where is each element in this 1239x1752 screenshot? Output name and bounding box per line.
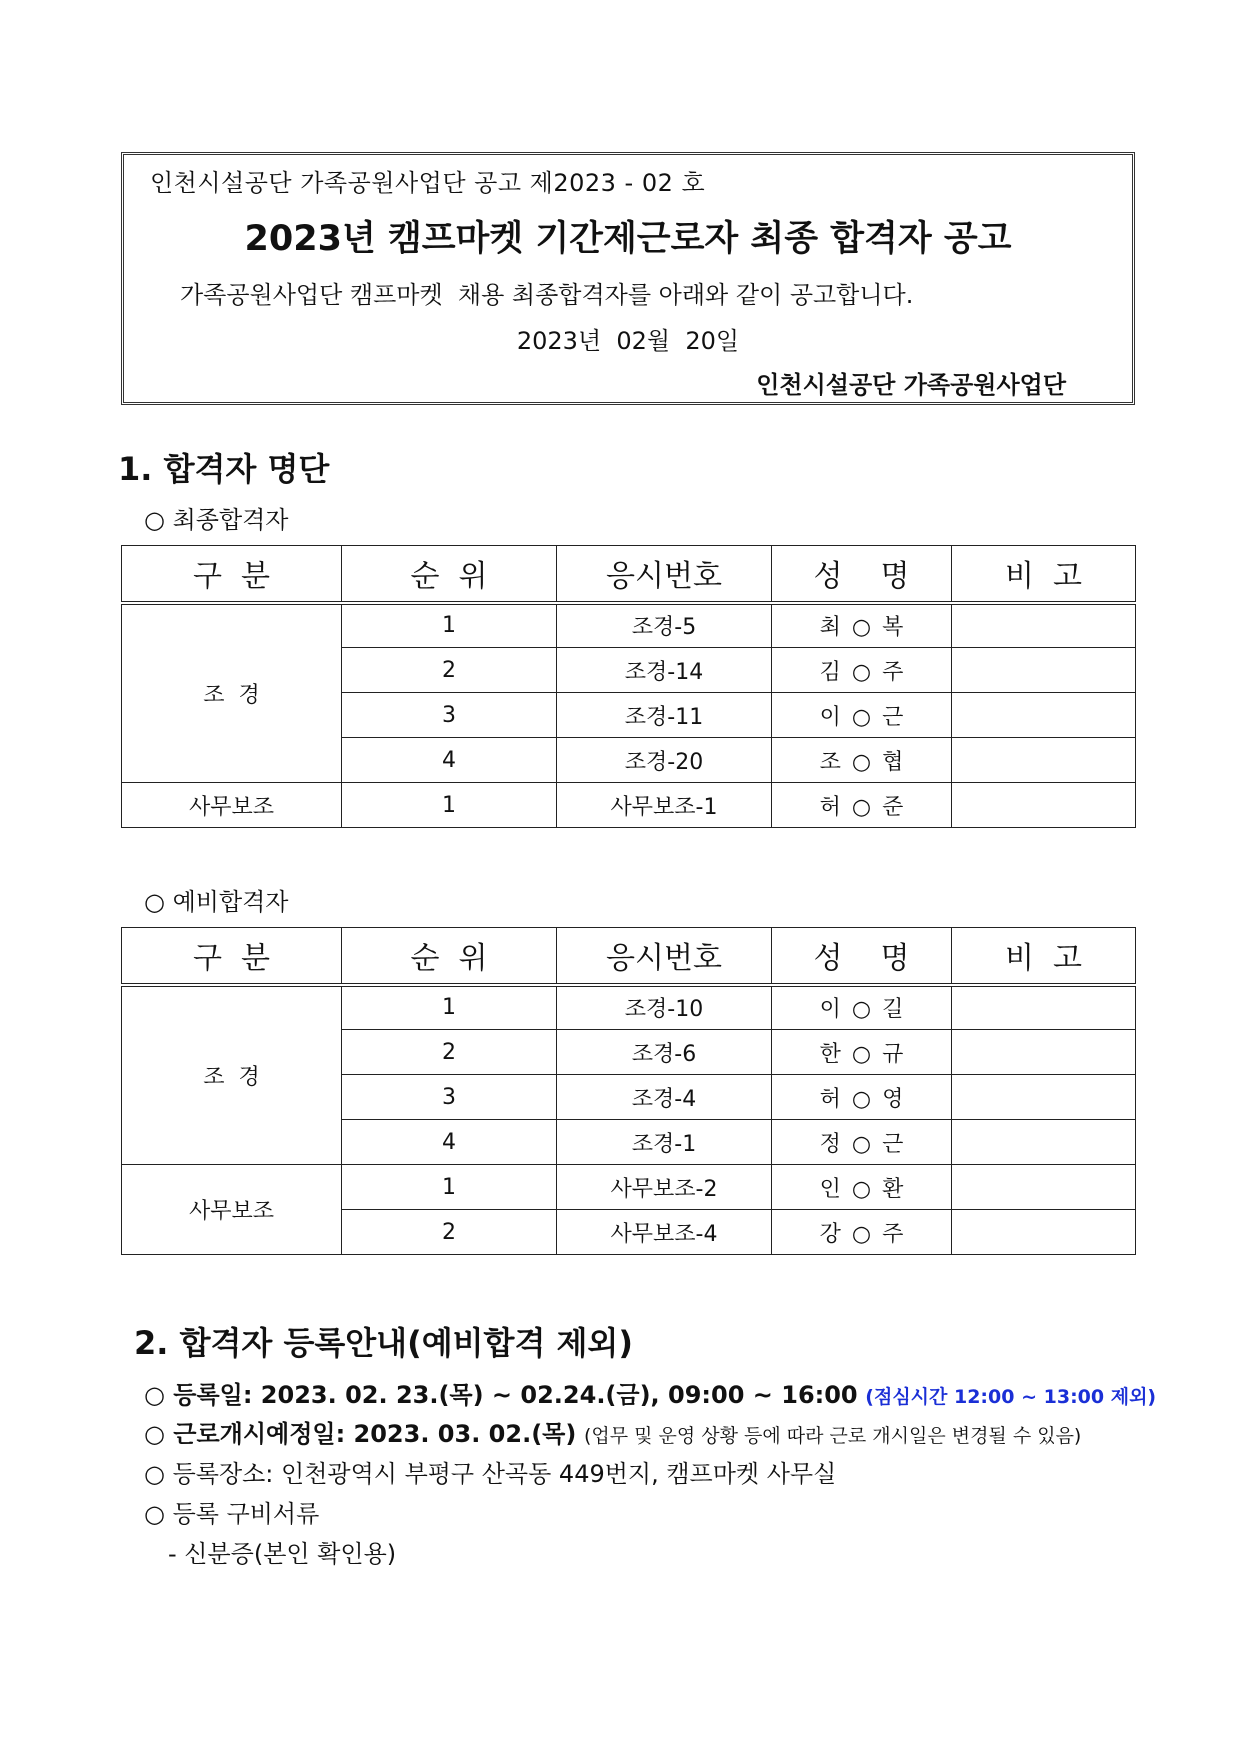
rank-cell: 1 (342, 1165, 557, 1210)
note-cell (952, 738, 1136, 783)
exam-number-cell: 조경-10 (557, 985, 772, 1030)
column-header-rank: 순 위 (342, 546, 557, 603)
note-cell (952, 1030, 1136, 1075)
name-cell: 이 ○ 길 (772, 985, 952, 1030)
announcement-description: 가족공원사업단 캠프마켓 채용 최종합격자를 아래와 같이 공고합니다. (180, 281, 914, 309)
table-header-row (122, 546, 1136, 603)
required-documents-label: ○ 등록 구비서류 (144, 1500, 320, 1528)
note-cell (952, 985, 1136, 1030)
column-header-exam-number: 응시번호 (557, 546, 772, 603)
lunch-break-note: (점심시간 12:00 ~ 13:00 제외) (865, 1386, 1157, 1408)
rank-cell: 4 (342, 1120, 557, 1165)
exam-number-cell: 조경-11 (557, 693, 772, 738)
rank-cell: 3 (342, 693, 557, 738)
category-cell: 조 경 (122, 985, 342, 1165)
rank-cell: 1 (342, 603, 557, 648)
exam-number-cell: 조경-20 (557, 738, 772, 783)
exam-number-cell: 사무보조-4 (557, 1210, 772, 1255)
table-row (122, 985, 1136, 1030)
note-cell (952, 1210, 1136, 1255)
column-header-note: 비 고 (952, 546, 1136, 603)
registration-date-line (144, 1375, 1156, 1410)
note-cell (952, 1120, 1136, 1165)
column-header-category: 구 분 (122, 546, 342, 603)
final-passers-table (121, 545, 1136, 828)
name-cell: 인 ○ 환 (772, 1165, 952, 1210)
table-header-row (122, 928, 1136, 985)
announcement-header-box (121, 152, 1135, 405)
section-2-heading: 2. 합격자 등록안내(예비합격 제외) (134, 1324, 633, 1362)
name-cell: 한 ○ 규 (772, 1030, 952, 1075)
exam-number-cell: 사무보조-1 (557, 783, 772, 828)
reserve-passers-table (121, 927, 1136, 1255)
name-cell: 허 ○ 준 (772, 783, 952, 828)
column-header-rank: 순 위 (342, 928, 557, 985)
announcement-organization: 인천시설공단 가족공원사업단 (756, 371, 1066, 399)
registration-date-text: ○ 등록일: 2023. 02. 23.(목) ~ 02.24.(금), 09:00 ~ 16:00 (144, 1381, 858, 1409)
rank-cell: 1 (342, 783, 557, 828)
required-document-item: - 신분증(본인 확인용) (168, 1540, 397, 1568)
name-cell: 정 ○ 근 (772, 1120, 952, 1165)
name-cell: 김 ○ 주 (772, 648, 952, 693)
exam-number-cell: 조경-6 (557, 1030, 772, 1075)
note-cell (952, 783, 1136, 828)
work-start-date-text: ○ 근로개시예정일: 2023. 03. 02.(목) (144, 1420, 577, 1448)
exam-number-cell: 조경-14 (557, 648, 772, 693)
category-cell: 사무보조 (122, 1165, 342, 1255)
note-cell (952, 693, 1136, 738)
exam-number-cell: 조경-5 (557, 603, 772, 648)
name-cell: 이 ○ 근 (772, 693, 952, 738)
column-header-name: 성 명 (772, 546, 952, 603)
name-cell: 최 ○ 복 (772, 603, 952, 648)
exam-number-cell: 사무보조-2 (557, 1165, 772, 1210)
note-cell (952, 648, 1136, 693)
rank-cell: 2 (342, 648, 557, 693)
final-passers-label: ○ 최종합격자 (144, 506, 289, 534)
category-cell: 조 경 (122, 603, 342, 783)
rank-cell: 2 (342, 1210, 557, 1255)
announcement-date: 2023년 02월 20일 (516, 327, 740, 355)
reserve-passers-label: ○ 예비합격자 (144, 888, 289, 916)
exam-number-cell: 조경-4 (557, 1075, 772, 1120)
column-header-category: 구 분 (122, 928, 342, 985)
exam-number-cell: 조경-1 (557, 1120, 772, 1165)
table-row (122, 783, 1136, 828)
category-cell: 사무보조 (122, 783, 342, 828)
rank-cell: 1 (342, 985, 557, 1030)
name-cell: 허 ○ 영 (772, 1075, 952, 1120)
column-header-exam-number: 응시번호 (557, 928, 772, 985)
column-header-name: 성 명 (772, 928, 952, 985)
announcement-title: 2023년 캠프마켓 기간제근로자 최종 합격자 공고 (244, 219, 1012, 259)
table-row (122, 1165, 1136, 1210)
note-cell (952, 1075, 1136, 1120)
note-cell (952, 603, 1136, 648)
column-header-note: 비 고 (952, 928, 1136, 985)
section-1-heading: 1. 합격자 명단 (118, 450, 330, 488)
work-start-date-line (144, 1414, 1081, 1449)
registration-location: ○ 등록장소: 인천광역시 부평구 산곡동 449번지, 캠프마켓 사무실 (144, 1460, 837, 1488)
name-cell: 조 ○ 협 (772, 738, 952, 783)
name-cell: 강 ○ 주 (772, 1210, 952, 1255)
note-cell (952, 1165, 1136, 1210)
rank-cell: 2 (342, 1030, 557, 1075)
rank-cell: 3 (342, 1075, 557, 1120)
table-row (122, 603, 1136, 648)
work-start-date-note: (업무 및 운영 상황 등에 따라 근로 개시일은 변경될 수 있음) (583, 1425, 1082, 1447)
rank-cell: 4 (342, 738, 557, 783)
notice-number: 인천시설공단 가족공원사업단 공고 제2023 - 02 호 (150, 169, 706, 197)
